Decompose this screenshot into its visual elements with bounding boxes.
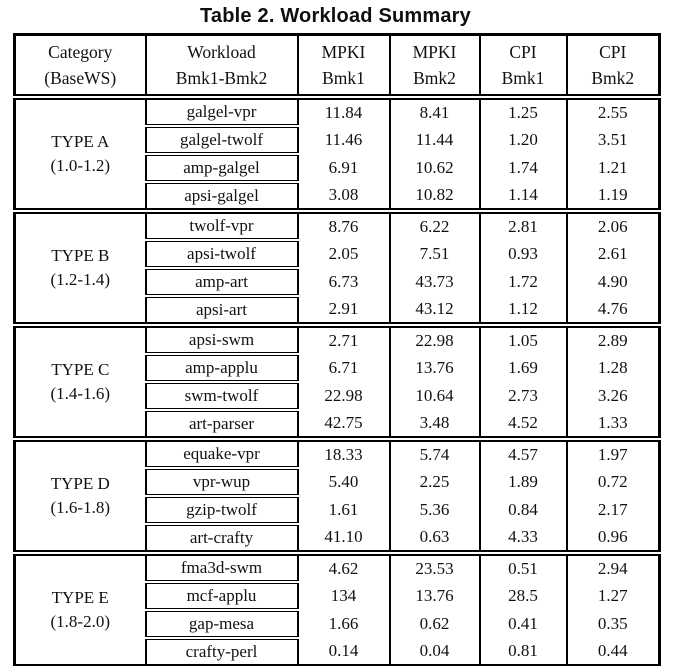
header-workload bbox=[146, 35, 298, 97]
cpi-bmk2-cell: 0.72 bbox=[567, 468, 660, 496]
workload-cell: galgel-vpr bbox=[146, 97, 298, 126]
header-category-line2: (BaseWS) bbox=[44, 67, 117, 88]
mpki-bmk2-cell: 11.44 bbox=[390, 126, 480, 154]
mpki-bmk1-cell: 2.91 bbox=[298, 296, 390, 325]
mpki-bmk2-cell: 5.74 bbox=[390, 439, 480, 468]
workload-cell: twolf-vpr bbox=[146, 211, 298, 240]
cpi-bmk1-cell: 1.12 bbox=[480, 296, 567, 325]
mpki-bmk2-cell: 6.22 bbox=[390, 211, 480, 240]
mpki-bmk2-cell: 7.51 bbox=[390, 240, 480, 268]
workload-cell: crafty-perl bbox=[146, 638, 298, 666]
header-cpi-bmk1-line1: CPI bbox=[509, 41, 537, 62]
cpi-bmk1-cell: 1.20 bbox=[480, 126, 567, 154]
cpi-bmk2-cell: 2.17 bbox=[567, 496, 660, 524]
mpki-bmk2-cell: 23.53 bbox=[390, 553, 480, 582]
mpki-bmk1-cell: 1.61 bbox=[298, 496, 390, 524]
table-row bbox=[15, 97, 660, 126]
category-type-label: TYPE C bbox=[51, 359, 110, 379]
cpi-bmk2-cell: 1.21 bbox=[567, 154, 660, 182]
cpi-bmk2-cell: 1.19 bbox=[567, 182, 660, 211]
table-row bbox=[15, 325, 660, 354]
mpki-bmk1-cell: 4.62 bbox=[298, 553, 390, 582]
cpi-bmk1-cell: 0.51 bbox=[480, 553, 567, 582]
mpki-bmk2-cell: 13.76 bbox=[390, 582, 480, 610]
mpki-bmk1-cell: 18.33 bbox=[298, 439, 390, 468]
cpi-bmk1-cell: 1.05 bbox=[480, 325, 567, 354]
mpki-bmk2-cell: 13.76 bbox=[390, 354, 480, 382]
workload-cell: apsi-art bbox=[146, 296, 298, 325]
header-cpi-bmk2-line1: CPI bbox=[599, 41, 627, 62]
header-mpki-bmk2-line2: Bmk2 bbox=[413, 67, 456, 88]
cpi-bmk2-cell: 1.97 bbox=[567, 439, 660, 468]
mpki-bmk2-cell: 10.62 bbox=[390, 154, 480, 182]
cpi-bmk1-cell: 0.81 bbox=[480, 638, 567, 666]
mpki-bmk2-cell: 22.98 bbox=[390, 325, 480, 354]
cpi-bmk2-cell: 4.90 bbox=[567, 268, 660, 296]
mpki-bmk1-cell: 6.91 bbox=[298, 154, 390, 182]
cpi-bmk1-cell: 1.89 bbox=[480, 468, 567, 496]
workload-cell: mcf-applu bbox=[146, 582, 298, 610]
mpki-bmk1-cell: 3.08 bbox=[298, 182, 390, 211]
cpi-bmk2-cell: 0.35 bbox=[567, 610, 660, 638]
cpi-bmk2-cell: 3.26 bbox=[567, 382, 660, 410]
category-range-label: (1.4-1.6) bbox=[50, 383, 110, 403]
cpi-bmk2-cell: 3.51 bbox=[567, 126, 660, 154]
mpki-bmk2-cell: 3.48 bbox=[390, 410, 480, 439]
header-category-line1: Category bbox=[48, 41, 113, 62]
header-cpi-bmk2-line2: Bmk2 bbox=[591, 67, 635, 88]
cpi-bmk2-cell: 1.33 bbox=[567, 410, 660, 439]
category-type-label: TYPE A bbox=[51, 131, 110, 151]
category-type-label: TYPE B bbox=[51, 245, 110, 265]
cpi-bmk1-cell: 2.81 bbox=[480, 211, 567, 240]
cpi-bmk2-cell: 1.28 bbox=[567, 354, 660, 382]
mpki-bmk2-cell: 0.62 bbox=[390, 610, 480, 638]
workload-cell: art-crafty bbox=[146, 524, 298, 553]
category-cell bbox=[15, 325, 146, 439]
header-mpki-bmk2 bbox=[390, 35, 480, 97]
header-mpki-bmk1 bbox=[298, 35, 390, 97]
mpki-bmk1-cell: 42.75 bbox=[298, 410, 390, 439]
cpi-bmk1-cell: 28.5 bbox=[480, 582, 567, 610]
cpi-bmk1-cell: 4.57 bbox=[480, 439, 567, 468]
table-row bbox=[15, 553, 660, 582]
cpi-bmk2-cell: 1.27 bbox=[567, 582, 660, 610]
category-type-label: TYPE D bbox=[50, 473, 110, 493]
workload-cell: gap-mesa bbox=[146, 610, 298, 638]
table-row bbox=[15, 211, 660, 240]
header-workload-line1: Workload bbox=[187, 41, 256, 62]
workload-cell: apsi-twolf bbox=[146, 240, 298, 268]
cpi-bmk2-cell: 2.55 bbox=[567, 97, 660, 126]
mpki-bmk1-cell: 1.66 bbox=[298, 610, 390, 638]
cpi-bmk2-cell: 4.76 bbox=[567, 296, 660, 325]
mpki-bmk1-cell: 11.46 bbox=[298, 126, 390, 154]
workload-cell: galgel-twolf bbox=[146, 126, 298, 154]
header-mpki-bmk1-line2: Bmk1 bbox=[322, 67, 365, 88]
category-range-label: (1.8-2.0) bbox=[50, 611, 110, 631]
workload-cell: gzip-twolf bbox=[146, 496, 298, 524]
workload-cell: equake-vpr bbox=[146, 439, 298, 468]
mpki-bmk1-cell: 5.40 bbox=[298, 468, 390, 496]
cpi-bmk1-cell: 1.74 bbox=[480, 154, 567, 182]
category-cell bbox=[15, 97, 146, 211]
workload-cell: amp-art bbox=[146, 268, 298, 296]
cpi-bmk1-cell: 0.41 bbox=[480, 610, 567, 638]
cpi-bmk1-cell: 1.14 bbox=[480, 182, 567, 211]
cpi-bmk1-cell: 0.84 bbox=[480, 496, 567, 524]
header-cpi-bmk1 bbox=[480, 35, 567, 97]
category-range-label: (1.6-1.8) bbox=[50, 497, 110, 517]
cpi-bmk2-cell: 2.06 bbox=[567, 211, 660, 240]
mpki-bmk2-cell: 8.41 bbox=[390, 97, 480, 126]
mpki-bmk2-cell: 2.25 bbox=[390, 468, 480, 496]
mpki-bmk2-cell: 0.04 bbox=[390, 638, 480, 666]
table-body bbox=[15, 97, 660, 666]
mpki-bmk1-cell: 2.05 bbox=[298, 240, 390, 268]
mpki-bmk2-cell: 43.73 bbox=[390, 268, 480, 296]
table-header bbox=[15, 35, 660, 97]
cpi-bmk2-cell: 0.96 bbox=[567, 524, 660, 553]
cpi-bmk1-cell: 0.93 bbox=[480, 240, 567, 268]
mpki-bmk2-cell: 10.82 bbox=[390, 182, 480, 211]
cpi-bmk2-cell: 0.44 bbox=[567, 638, 660, 666]
cpi-bmk1-cell: 1.69 bbox=[480, 354, 567, 382]
mpki-bmk1-cell: 41.10 bbox=[298, 524, 390, 553]
header-workload-line2: Bmk1-Bmk2 bbox=[175, 67, 268, 88]
cpi-bmk1-cell: 4.52 bbox=[480, 410, 567, 439]
cpi-bmk1-cell: 1.72 bbox=[480, 268, 567, 296]
mpki-bmk1-cell: 8.76 bbox=[298, 211, 390, 240]
workload-cell: apsi-galgel bbox=[146, 182, 298, 211]
header-row bbox=[15, 35, 660, 97]
workload-cell: apsi-swm bbox=[146, 325, 298, 354]
workload-summary-table bbox=[13, 33, 661, 666]
cpi-bmk1-cell: 4.33 bbox=[480, 524, 567, 553]
workload-cell: fma3d-swm bbox=[146, 553, 298, 582]
mpki-bmk1-cell: 0.14 bbox=[298, 638, 390, 666]
header-category bbox=[15, 35, 146, 97]
cpi-bmk2-cell: 2.94 bbox=[567, 553, 660, 582]
cpi-bmk1-cell: 2.73 bbox=[480, 382, 567, 410]
mpki-bmk2-cell: 0.63 bbox=[390, 524, 480, 553]
table-caption: Table 2. Workload Summary bbox=[199, 5, 471, 27]
workload-cell: amp-applu bbox=[146, 354, 298, 382]
mpki-bmk1-cell: 134 bbox=[298, 582, 390, 610]
mpki-bmk2-cell: 10.64 bbox=[390, 382, 480, 410]
cpi-bmk1-cell: 1.25 bbox=[480, 97, 567, 126]
category-cell bbox=[15, 553, 146, 666]
workload-cell: art-parser bbox=[146, 410, 298, 439]
mpki-bmk1-cell: 22.98 bbox=[298, 382, 390, 410]
mpki-bmk1-cell: 6.73 bbox=[298, 268, 390, 296]
category-range-label: (1.0-1.2) bbox=[50, 155, 110, 175]
mpki-bmk1-cell: 6.71 bbox=[298, 354, 390, 382]
table-row bbox=[15, 439, 660, 468]
header-cpi-bmk2 bbox=[567, 35, 660, 97]
category-type-label: TYPE E bbox=[51, 587, 109, 607]
category-cell bbox=[15, 211, 146, 325]
category-cell bbox=[15, 439, 146, 553]
mpki-bmk2-cell: 43.12 bbox=[390, 296, 480, 325]
workload-cell: vpr-wup bbox=[146, 468, 298, 496]
cpi-bmk2-cell: 2.89 bbox=[567, 325, 660, 354]
cpi-bmk2-cell: 2.61 bbox=[567, 240, 660, 268]
workload-cell: swm-twolf bbox=[146, 382, 298, 410]
header-mpki-bmk1-line1: MPKI bbox=[321, 41, 366, 62]
mpki-bmk2-cell: 5.36 bbox=[390, 496, 480, 524]
mpki-bmk1-cell: 11.84 bbox=[298, 97, 390, 126]
header-mpki-bmk2-line1: MPKI bbox=[412, 41, 457, 62]
mpki-bmk1-cell: 2.71 bbox=[298, 325, 390, 354]
header-cpi-bmk1-line2: Bmk1 bbox=[501, 67, 545, 88]
workload-cell: amp-galgel bbox=[146, 154, 298, 182]
category-range-label: (1.2-1.4) bbox=[50, 269, 110, 289]
